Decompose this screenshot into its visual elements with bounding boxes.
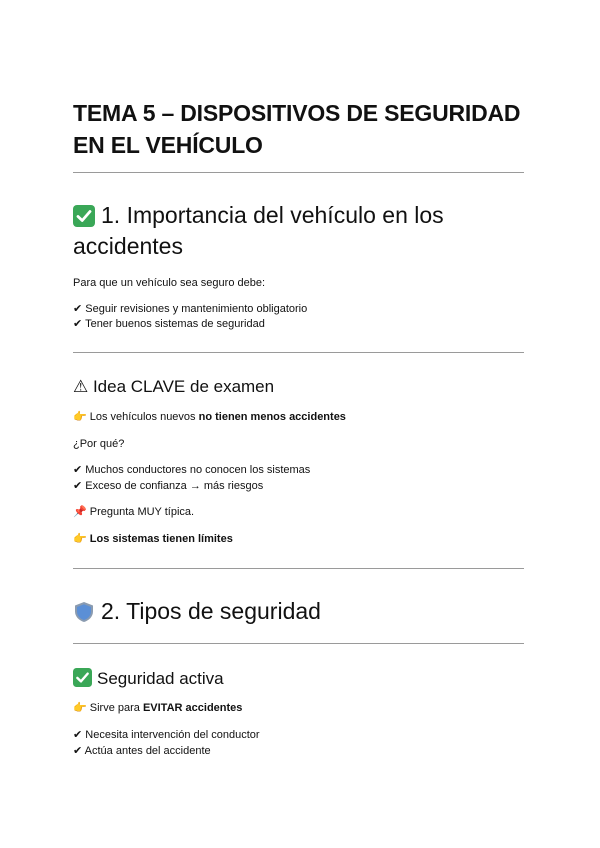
shield-icon	[73, 601, 95, 623]
clave-line-1-bold: no tienen menos accidentes	[198, 411, 346, 423]
list-item: ✔ Muchos conductores no conocen los sistemas	[73, 464, 311, 476]
clave-line-2-prefix: 👉	[73, 533, 90, 545]
list-item: ✔ Necesita intervención del conductor	[73, 729, 260, 741]
activa-heading	[73, 668, 224, 690]
clave-line-1-prefix: 👉 Los vehículos nuevos	[73, 411, 199, 423]
activa-line	[73, 701, 242, 716]
clave-question: ¿Por qué?	[73, 438, 125, 450]
clave-line-1	[73, 410, 346, 425]
list-item: ✔ Actúa antes del accidente	[73, 745, 211, 757]
divider	[73, 643, 524, 644]
section-2-title: Tipos de seguridad	[126, 598, 321, 624]
divider	[73, 352, 524, 353]
activa-heading-text: Seguridad activa	[97, 669, 224, 688]
section-2-number: 2.	[101, 598, 121, 624]
divider	[73, 172, 524, 173]
clave-line-2-bold: Los sistemas tienen límites	[89, 533, 233, 545]
clave-line-2	[73, 532, 233, 547]
list-item: ✔ Tener buenos sistemas de seguridad	[73, 318, 265, 330]
clave-heading	[73, 376, 274, 398]
section-1-number: 1.	[101, 202, 121, 228]
section-1-intro: Para que un vehículo sea seguro debe:	[73, 277, 266, 289]
section-2-heading	[73, 596, 524, 627]
section-1-title: Importancia del vehículo en los accidentes	[73, 202, 444, 259]
divider	[73, 568, 524, 569]
clave-pin-note: 📌 Pregunta MUY típica.	[73, 506, 195, 518]
check-mark-button-icon	[73, 668, 92, 687]
activa-line-prefix: 👉 Sirve para	[73, 702, 143, 714]
check-mark-button-icon	[73, 205, 95, 227]
page-title: TEMA 5 – DISPOSITIVOS DE SEGURIDAD EN EL VEHÍCULO	[73, 100, 521, 158]
clave-heading-text: ⚠ Idea CLAVE de examen	[73, 377, 275, 396]
list-item: ✔ Seguir revisiones y mantenimiento obligatorio	[73, 303, 308, 315]
activa-line-bold: EVITAR accidentes	[142, 702, 243, 714]
section-1-heading	[73, 200, 524, 262]
list-item: ✔ Exceso de confianza → más riesgos	[73, 480, 264, 492]
